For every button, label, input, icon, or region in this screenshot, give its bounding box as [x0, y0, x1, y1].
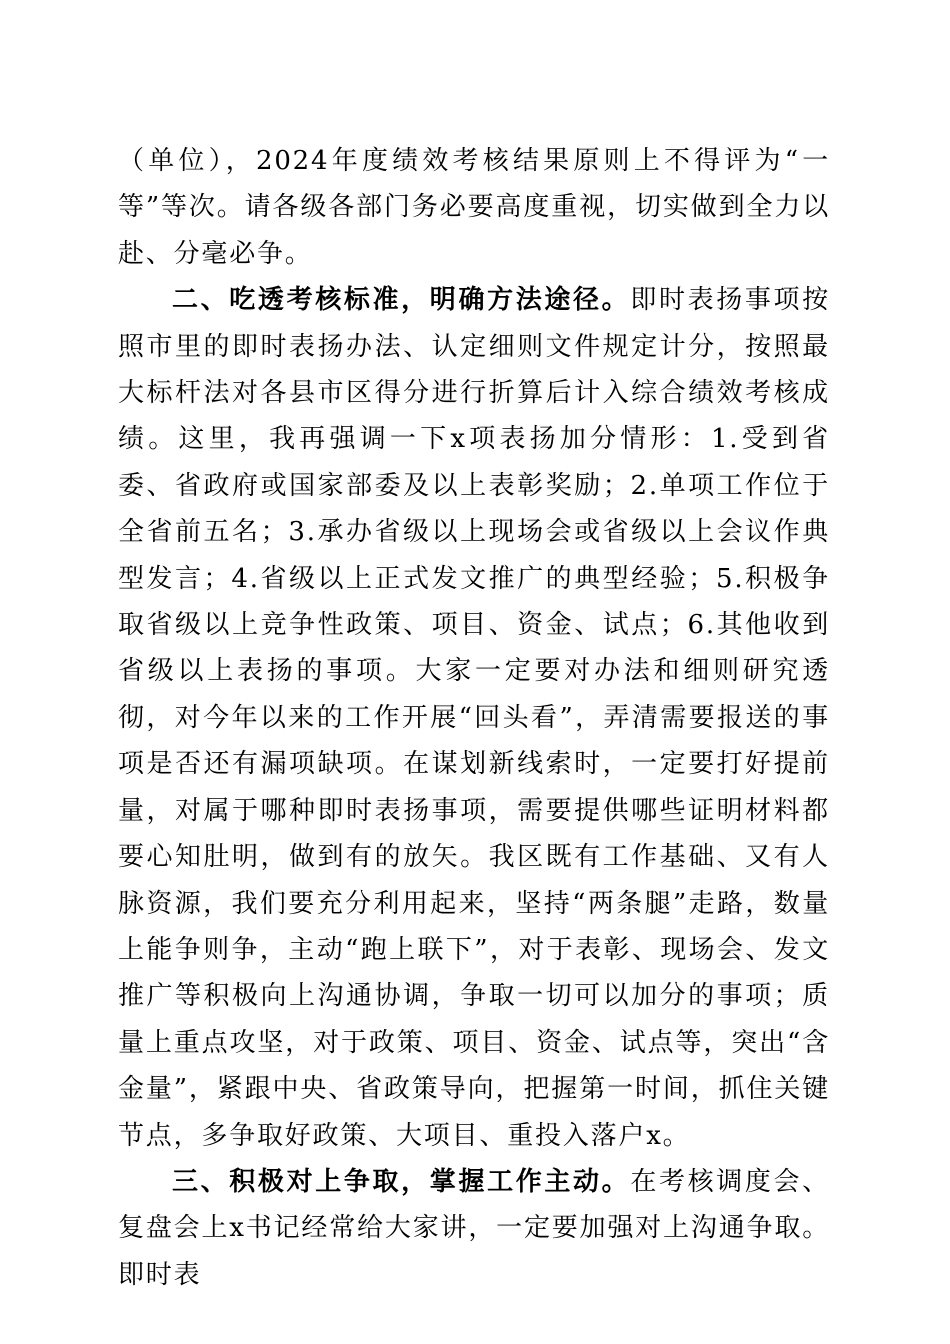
- section-two-body: 即时表扬事项按照市里的即时表扬办法、认定细则文件规定计分，按照最大标杆法对各县市区得分进行折算后计入综合绩效考核成绩。这里，我再强调一下x项表扬加分情形：1.受到省委、省政府或国家部委及以上表彰奖励；2.单项工作位于全省前五名；3.承办省级以上现场会或省级以上会议作典型发言；4.省级以上正式发文推广的典型经验；5.积极争取省级以上竞争性政策、项目、资金、试点；6.其他收到省级以上表扬的事项。大家一定要对办法和细则研究透彻，对今年以来的工作开展“回头看”，弄清需要报送的事项是否还有漏项缺项。在谋划新线索时，一定要打好提前量，对属于哪种即时表扬事项，需要提供哪些证明材料都要心知肚明，做到有的放矢。我区既有工作基础、又有人脉资源，我们要充分利用起来，坚持“两条腿”走路，数量上能争则争，主动“跑上联下”，对于表彰、现场会、发文推广等积极向上沟通协调，争取一切可以加分的事项；质量上重点攻坚，对于政策、项目、资金、试点等，突出“含金量”，紧跟中央、省政策导向，把握第一时间，抓住关键节点，多争取好政策、大项目、重投入落户x。: [118, 285, 830, 1151]
- paragraph-section-two: [118, 277, 830, 1159]
- paragraph-1-text: （单位），2024年度绩效考核结果原则上不得评为“一等”等次。请各级各部门务必要高度重视，切实做到全力以赴、分毫必争。: [118, 146, 830, 269]
- document-page: [118, 138, 830, 1298]
- section-two-heading: 二、吃透考核标准，明确方法途径。: [172, 285, 631, 316]
- paragraph-section-three: [118, 1159, 830, 1298]
- section-three-body: 在考核调度会、复盘会上x书记经常给大家讲，一定要加强对上沟通争取。即时表: [118, 1166, 830, 1290]
- section-three-heading: 三、积极对上争取，掌握工作主动。: [172, 1166, 631, 1197]
- paragraph-continuation: [118, 138, 830, 277]
